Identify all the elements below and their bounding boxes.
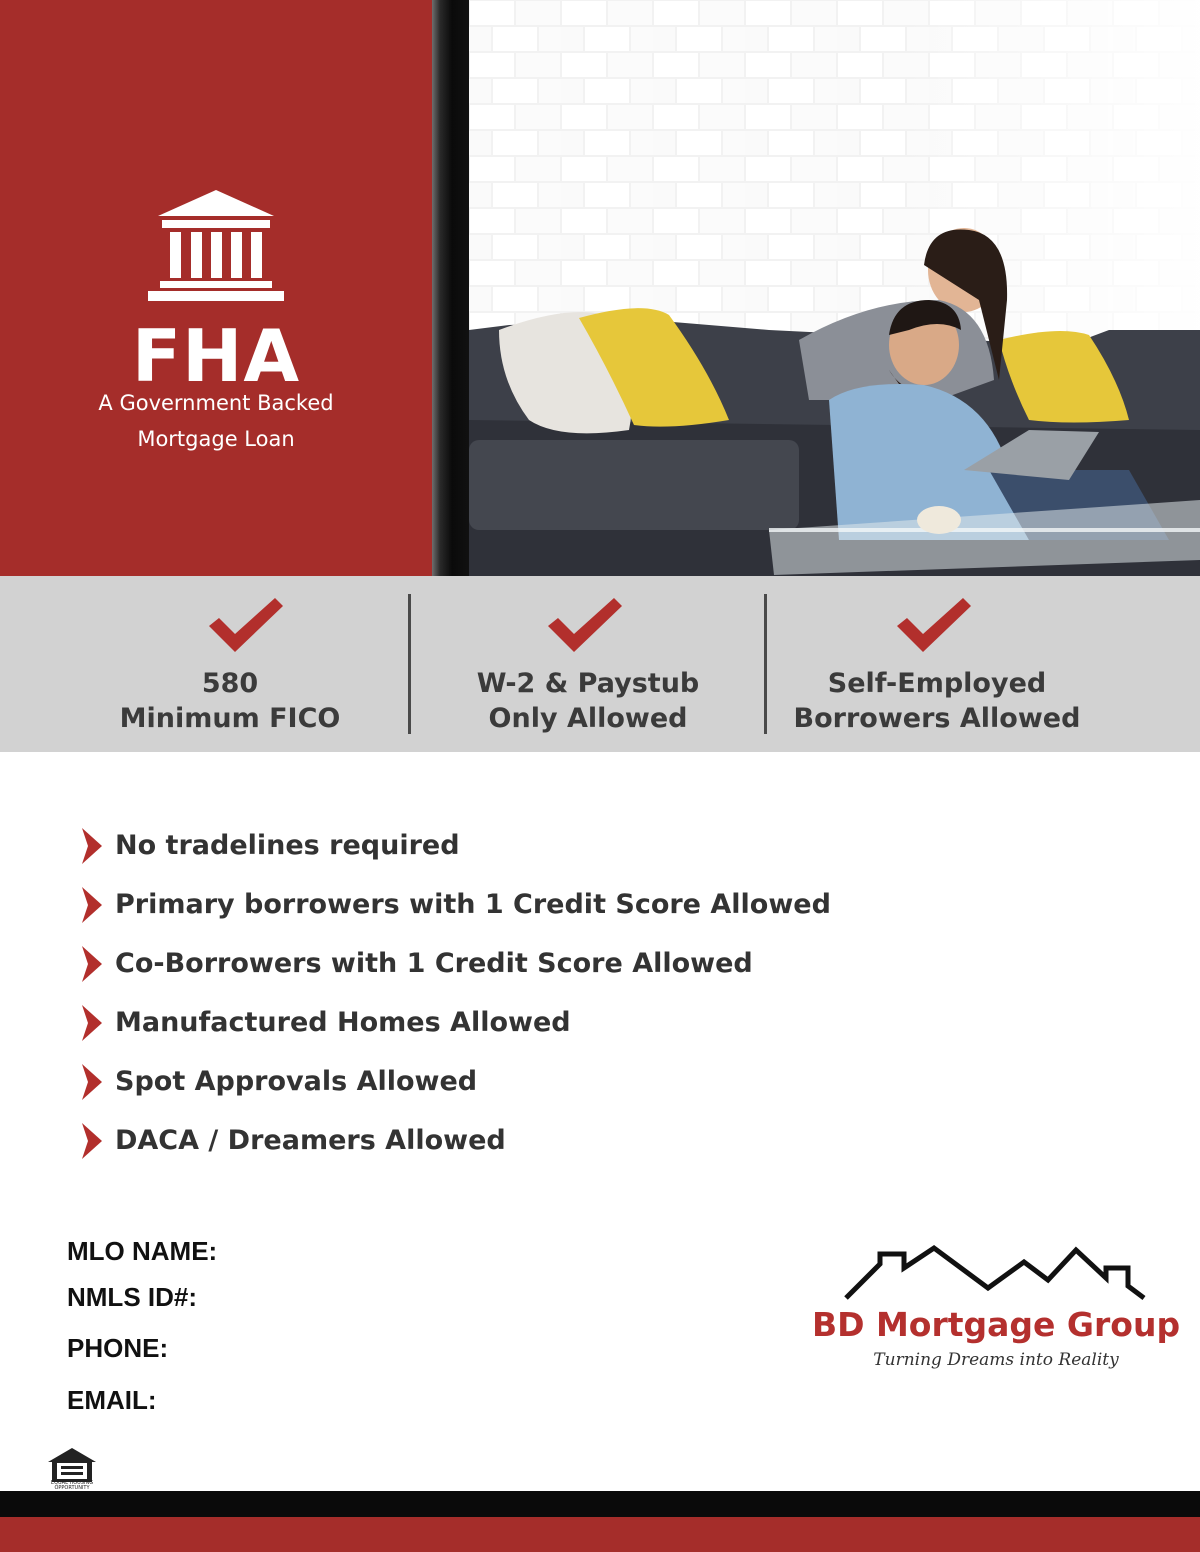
phone-label: PHONE:: [67, 1333, 169, 1363]
chevron-right-icon: [80, 828, 104, 864]
chevron-right-icon: [80, 946, 104, 982]
hero-divider: [432, 0, 469, 576]
footer-bar-black: [0, 1491, 1200, 1517]
hero-panel: [0, 0, 432, 576]
chevron-right-icon: [80, 1123, 104, 1159]
feature-min-fico: [52, 576, 412, 752]
company-tagline: Turning Dreams into Reality: [873, 1350, 1119, 1370]
checkmark-icon: [544, 596, 624, 656]
chevron-right-icon: [80, 887, 104, 923]
nmls-id-label: NMLS ID#:: [67, 1282, 197, 1312]
page-title: FHA: [131, 314, 301, 398]
couple-on-sofa-illustration: [469, 0, 1200, 576]
feature-band: [0, 576, 1200, 752]
feature-label: Self-Employed Borrowers Allowed: [793, 668, 1081, 734]
checkmark-icon: [205, 596, 285, 656]
mlo-name-label: MLO NAME:: [67, 1236, 218, 1266]
chevron-right-icon: [80, 1064, 104, 1100]
chevron-right-icon: [80, 1005, 104, 1041]
subtitle-line-2: Mortgage Loan: [137, 427, 295, 451]
company-name: BD Mortgage Group: [811, 1305, 1181, 1344]
feature-label: W-2 & Paystub Only Allowed: [476, 668, 700, 734]
hero-photo: [469, 0, 1200, 576]
footer-bar-red: [0, 1517, 1200, 1552]
checkmark-icon: [893, 596, 973, 656]
bank-building-icon: [146, 188, 286, 304]
feature-label: 580 Minimum FICO: [119, 668, 341, 734]
equal-housing-text: EQUAL HOUSING OPPORTUNITY: [50, 1480, 94, 1491]
subtitle-line-1: A Government Backed: [98, 391, 334, 415]
email-label: EMAIL:: [67, 1385, 157, 1415]
feature-self-employed: [767, 576, 1107, 752]
feature-w2-paystub: [410, 576, 766, 752]
house-roof-icon: [840, 1240, 1150, 1310]
